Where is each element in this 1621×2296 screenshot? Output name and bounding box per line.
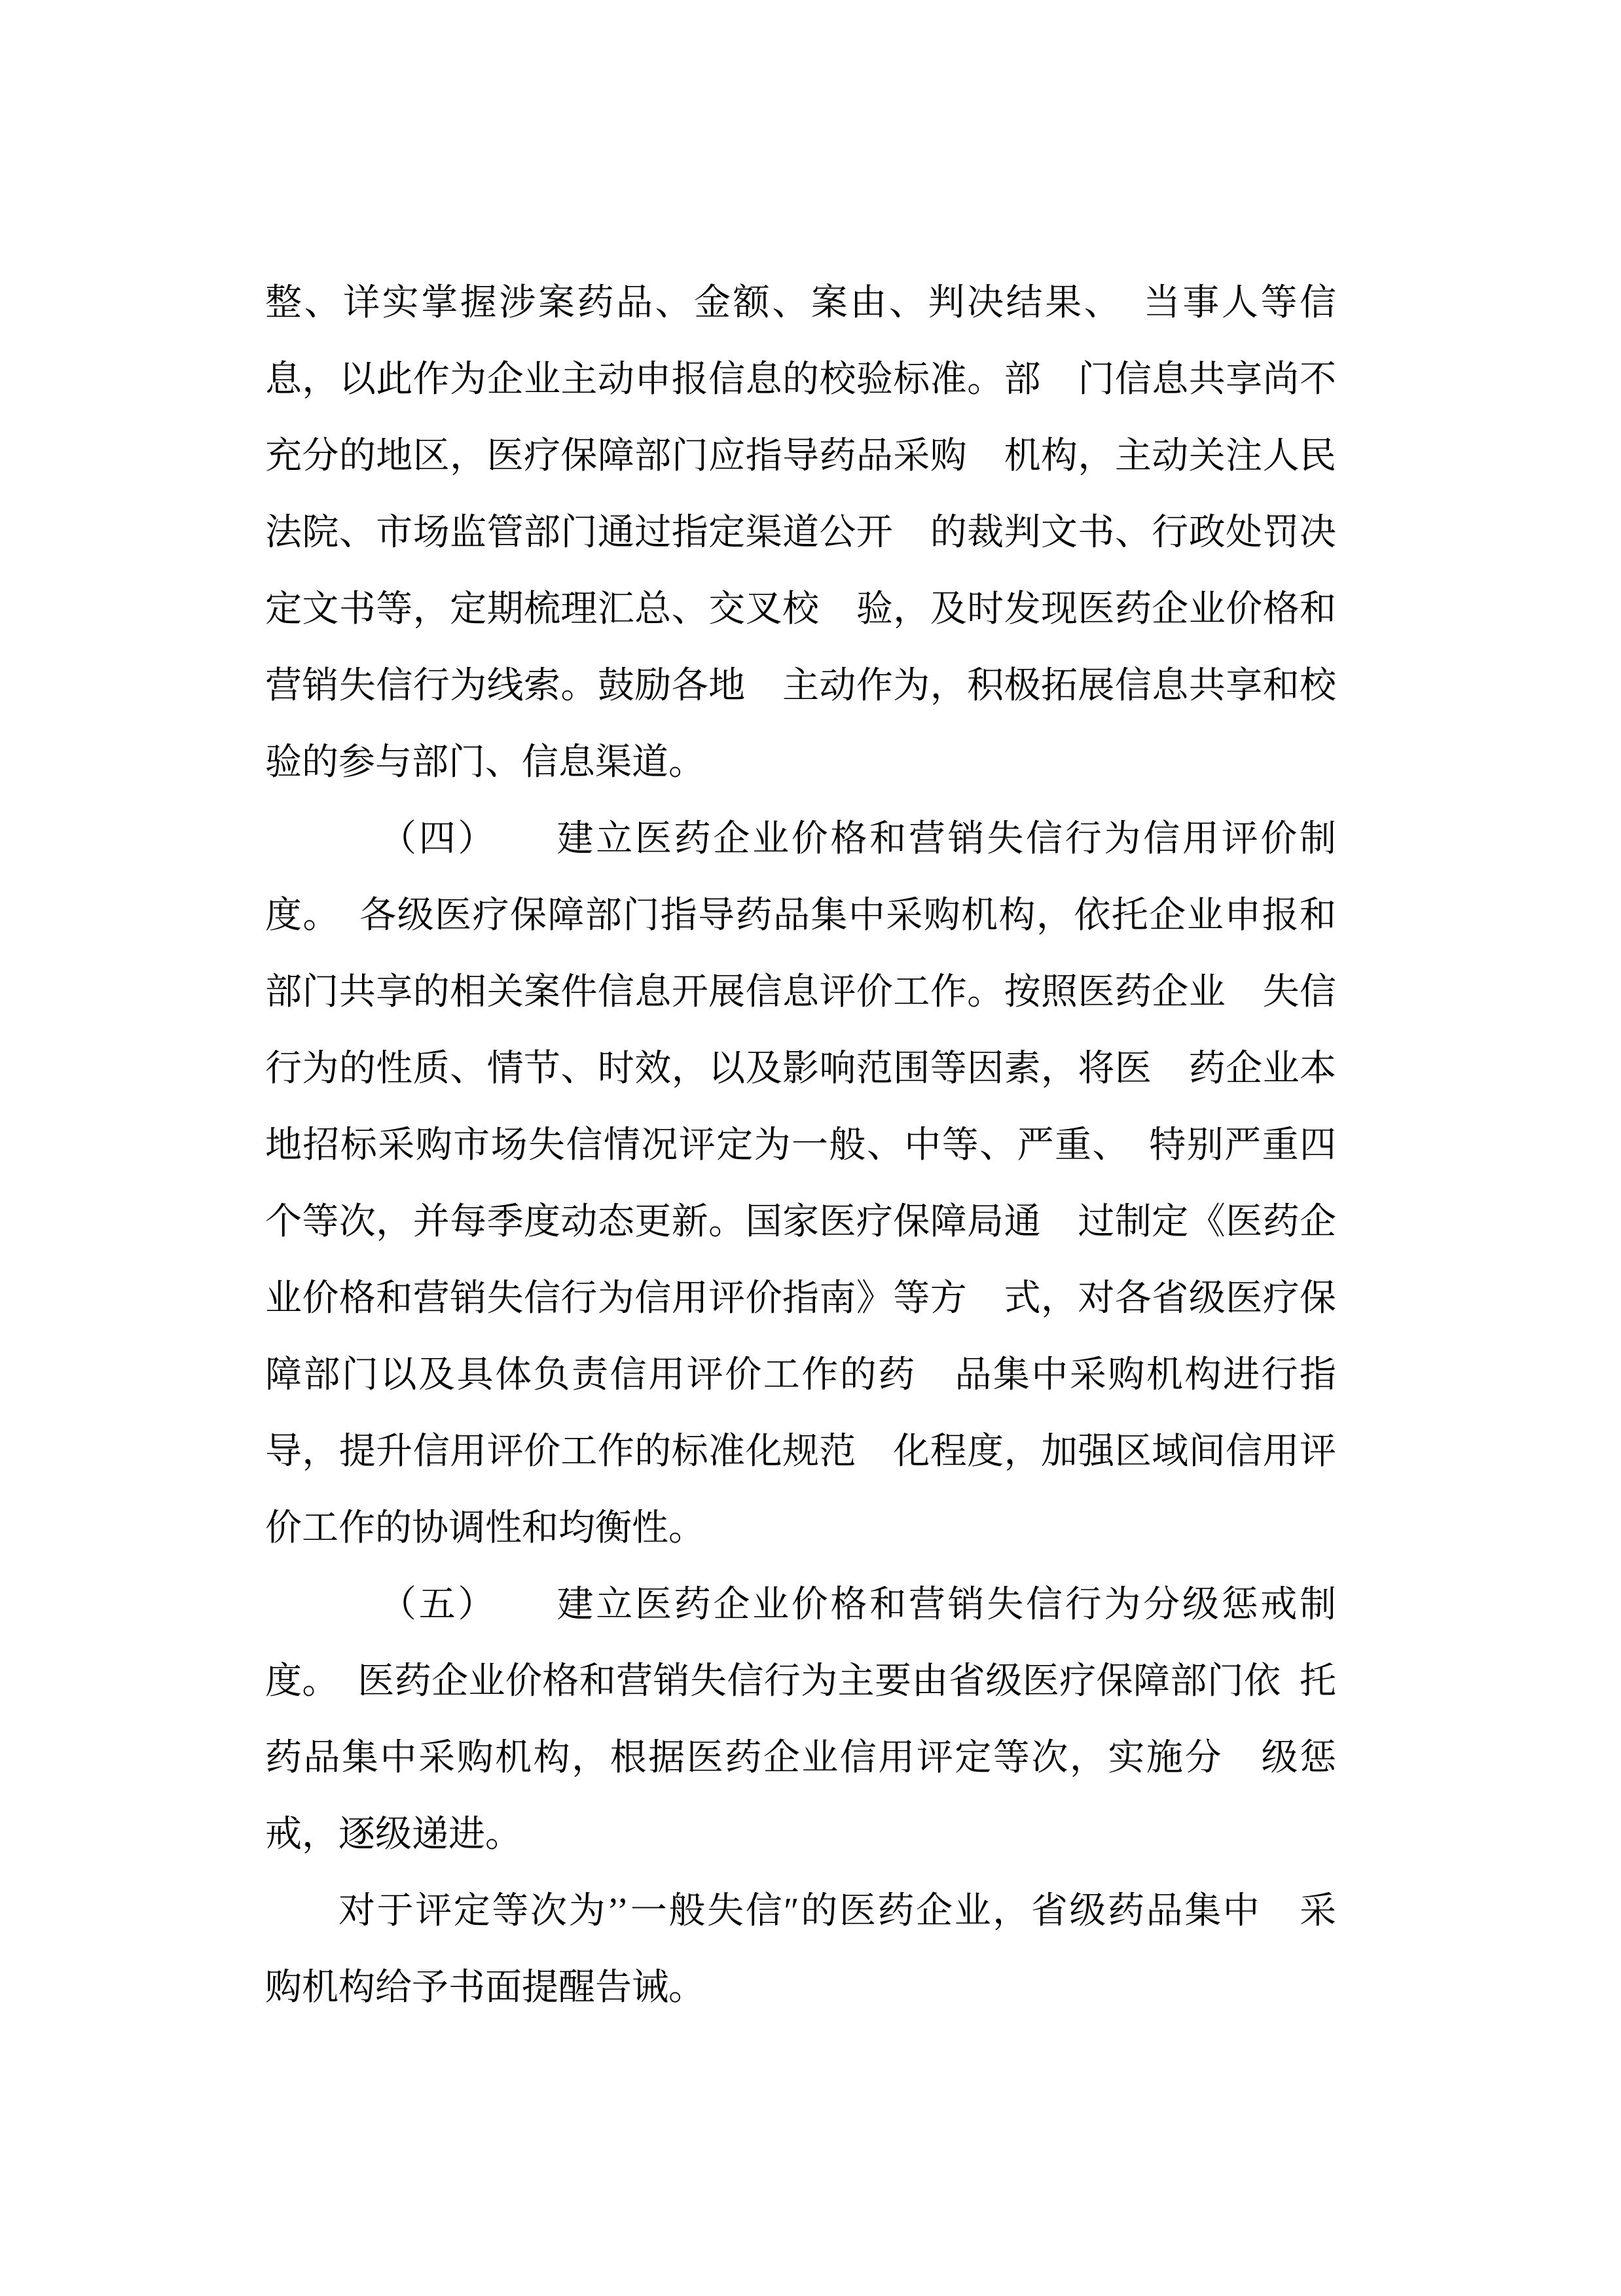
document-line: 个等次，并每季度动态更新。国家医疗保障局通 过制定《医药企 [265, 1202, 1336, 1242]
document-line: 验的参与部门、信息渠道。 [265, 742, 705, 783]
document-line: 营销失信行为线索。鼓励各地 主动作为，积极拓展信息共享和校 [265, 666, 1336, 706]
document-line: 戒，逐级递进。 [265, 1814, 522, 1855]
document-line: 整、详实掌握涉案药品、金额、案由、判决结果、 当事人等信 [265, 283, 1336, 323]
document-line: 药品集中采购机构，根据医药企业信用评定等次，实施分 级惩 [265, 1738, 1336, 1778]
document-line: 地招标采购市场失信情况评定为一般、中等、严重、 特别严重四 [265, 1125, 1336, 1166]
document-line: 部门共享的相关案件信息开展信息评价工作。按照医药企业 失信 [265, 972, 1336, 1013]
document-line: 业价格和营销失信行为信用评价指南》等方 式，对各省级医疗保 [265, 1278, 1336, 1319]
document-line: 对于评定等次为’’一般失信″的医药企业，省级药品集中 采 [338, 1891, 1336, 1931]
document-line: 度。 各级医疗保障部门指导药品集中采购机构，依托企业申报和 [265, 895, 1336, 936]
document-line: 度。 医药企业价格和营销失信行为主要由省级医疗保障部门依 托 [265, 1661, 1336, 1702]
document-line: 价工作的协调性和均衡性。 [265, 1508, 705, 1549]
document-line-item-5: （五） 建立医药企业价格和营销失信行为分级惩戒制 [380, 1585, 1336, 1625]
document-line: 法院、市场监管部门通过指定渠道公开 的裁判文书、行政处罚决 [265, 512, 1336, 553]
document-line: 定文书等，定期梳理汇总、交叉校 验，及时发现医药企业价格和 [265, 589, 1336, 630]
document-text-block [265, 265, 1336, 2026]
document-line: 购机构给予书面提醒告诫。 [265, 1967, 705, 2008]
document-line: 行为的性质、情节、时效，以及影响范围等因素，将医 药企业本 [265, 1049, 1336, 1089]
document-line: 充分的地区，医疗保障部门应指导药品采购 机构，主动关注人民 [265, 436, 1336, 476]
document-line-item-4: （四） 建立医药企业价格和营销失信行为信用评价制 [380, 819, 1336, 859]
document-line: 导，提升信用评价工作的标准化规范 化程度，加强区域间信用评 [265, 1431, 1336, 1472]
document-line: 障部门以及具体负责信用评价工作的药 品集中采购机构进行指 [265, 1355, 1336, 1395]
document-line: 息，以此作为企业主动申报信息的校验标准。部 门信息共享尚不 [265, 359, 1336, 400]
